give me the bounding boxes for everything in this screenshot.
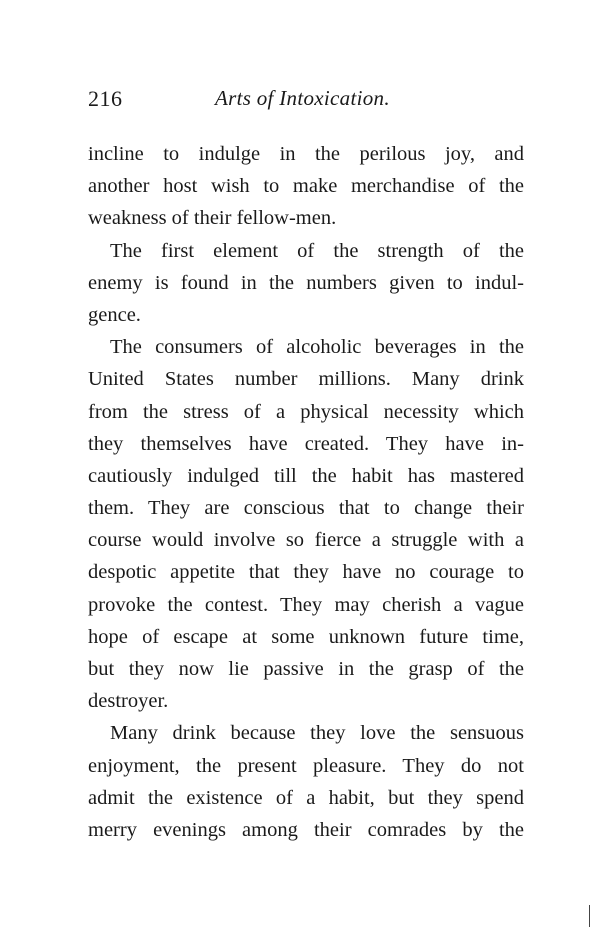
text-line: admit the existence of a habit, but they spend [88, 786, 524, 809]
text-line: Many drink because they love the sensuous [110, 722, 524, 745]
text-line: destroyer. [88, 690, 169, 713]
text-line: despotic appetite that they have no courage to [88, 561, 524, 584]
page-header [88, 86, 528, 116]
text-line: but they now lie passive in the grasp of the [88, 658, 524, 680]
text-line: them. They are conscious that to change their [88, 497, 524, 520]
text-line: enjoyment, the present pleasure. They do not [88, 754, 524, 777]
text-line: weakness of their fellow-men. [88, 207, 337, 230]
running-title: Arts of Intoxication. [215, 86, 390, 110]
text-line: gence. [88, 303, 141, 326]
text-line: cautiously indulged till the habit has mastered [88, 464, 524, 487]
text-line: another host wish to make merchandise of the [88, 175, 524, 198]
text-line: hope of escape at some unknown future time, [88, 625, 524, 648]
text-line: they themselves have created. They have in- [88, 432, 524, 455]
text-line: from the stress of a physical necessity which [88, 400, 524, 423]
text-line: enemy is found in the numbers given to indul- [88, 271, 524, 294]
text-line: incline to indulge in the perilous joy, and [88, 143, 524, 165]
text-line: United States number millions. Many drink [88, 368, 524, 391]
text-line: The first element of the strength of the [110, 239, 524, 262]
page-number: 216 [88, 86, 123, 111]
text-line: course would involve so fierce a struggle with a [88, 529, 524, 552]
body-text [88, 138, 524, 846]
text-line: provoke the contest. They may cherish a vague [88, 593, 524, 616]
text-line: merry evenings among their comrades by the [88, 818, 524, 841]
margin-mark [589, 905, 590, 927]
text-line: The consumers of alcoholic beverages in the [110, 336, 524, 359]
